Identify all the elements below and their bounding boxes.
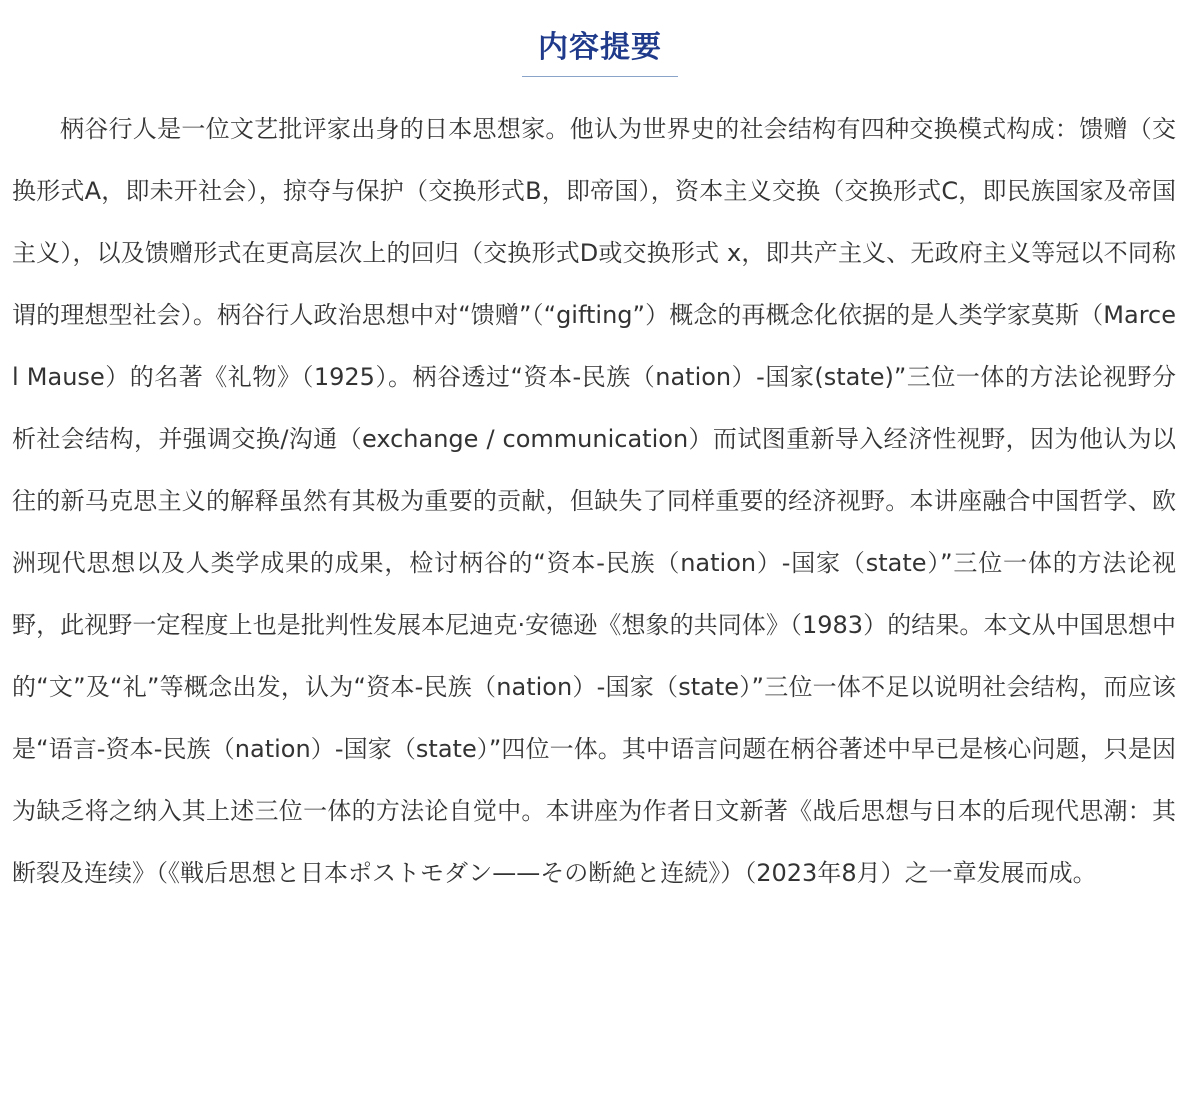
title-container	[0, 28, 1200, 77]
page-title: 内容提要	[522, 28, 678, 77]
summary-paragraph: 柄谷行人是一位文艺批评家出身的日本思想家。他认为世界史的社会结构有四种交换模式构成：馈赠（交换形式A，即未开社会），掠夺与保护（交换形式B，即帝国），资本主义交换（交换形式C，即民族国家及帝国主义），以及馈赠形式在更高层次上的回归（交换形式D或交换形式 x，即共产主义、无政府主义等冠以不同称谓的理想型社会）。柄谷行人政治思想中对“馈赠”（“gifting”）概念的再概念化依据的是人类学家莫斯（Marcel Mause）的名著《礼物》（1925）。柄谷透过“资本-民族（nation）-国家(state)”三位一体的方法论视野分析社会结构，并强调交换/沟通（exchange / communication）而试图重新导入经济性视野，因为他认为以往的新马克思主义的解释虽然有其极为重要的贡献，但缺失了同样重要的经济视野。本讲座融合中国哲学、欧洲现代思想以及人类学成果的成果，检讨柄谷的“资本-民族（nation）-国家（state）”三位一体的方法论视野，此视野一定程度上也是批判性发展本尼迪克·安德逊《想象的共同体》（1983）的结果。本文从中国思想中的“文”及“礼”等概念出发，认为“资本-民族（nation）-国家（state）”三位一体不足以说明社会结构，而应该是“语言-资本-民族（nation）-国家（state）”四位一体。其中语言问题在柄谷著述中早已是核心问题，只是因为缺乏将之纳入其上述三位一体的方法论自觉中。本讲座为作者日文新著《战后思想与日本的后现代思潮：其断裂及连续》（《戦后思想と日本ポストモダン——その断絶と连続》）（2023年8月）之一章发展而成。	[12, 115, 1176, 887]
